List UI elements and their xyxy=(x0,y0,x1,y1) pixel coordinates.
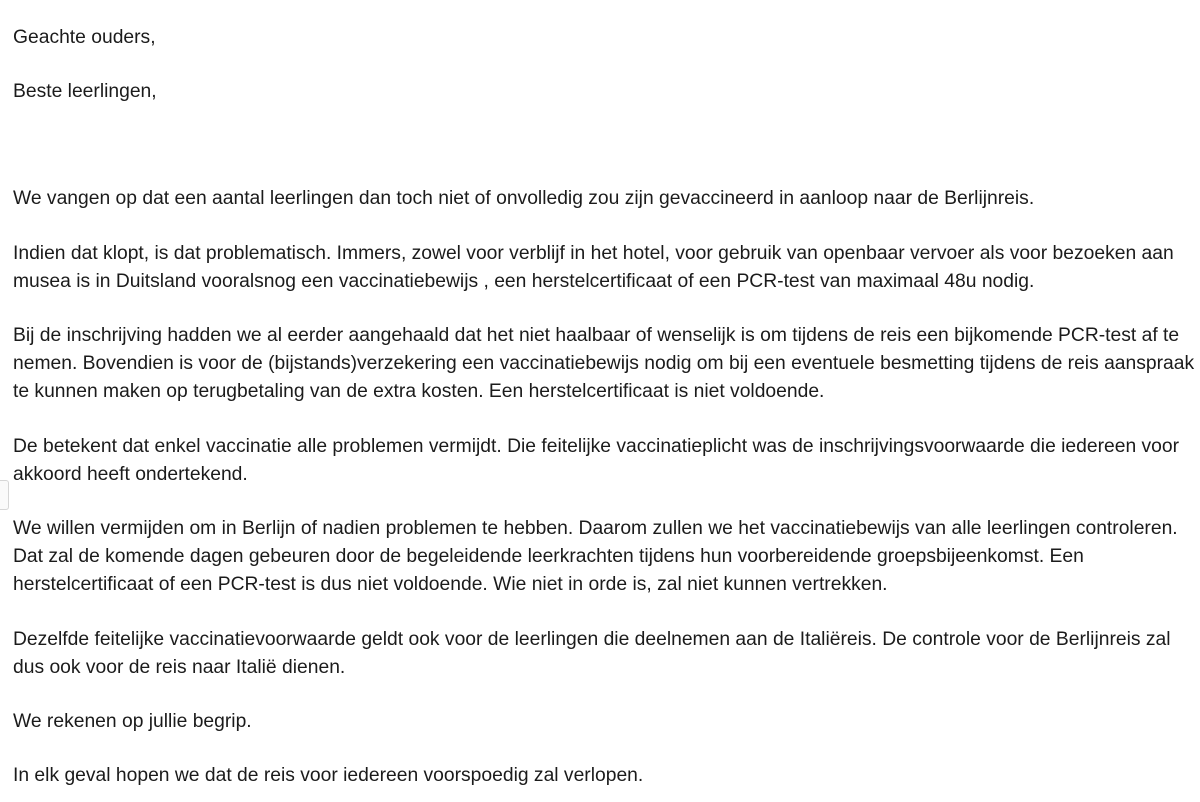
greeting-students: Beste leerlingen, xyxy=(13,81,157,103)
paragraph-control: We willen vermijden om in Berlijn of nadien problemen te hebben. Daarom zullen we het vaccinatiebewijs van alle leerlingen controleren. Dat zal de komende dagen gebeuren door de begeleidende leerkrachten tijdens hun voorbereidende groepsbijeenkomst. Een herstelcertificaat of een PCR-test is dus niet voldoende. Wie niet in orde is, zal niet kunnen vertrekken. xyxy=(13,518,1178,596)
side-panel-handle[interactable] xyxy=(0,480,9,510)
paragraph-closing: In elk geval hopen we dat de reis voor iedereen voorspoedig zal verlopen. xyxy=(13,765,644,787)
paragraph-italy-trip: Dezelfde feitelijke vaccinatievoorwaarde geldt ook voor de leerlingen die deelnemen aan de Italiëreis. De controle voor de Berlijnreis zal dus ook voor de reis naar Italië dienen. xyxy=(13,628,1171,678)
paragraph-vaccination-notice: We vangen op dat een aantal leerlingen dan toch niet of onvolledig zou zijn gevaccineerd in aanloop naar de Berlijnreis. xyxy=(13,188,1035,210)
letter-body xyxy=(13,24,1200,790)
paragraph-vaccination-duty: De betekent dat enkel vaccinatie alle problemen vermijdt. Die feitelijke vaccinatieplicht was de inschrijvingsvoorwaarde die iedereen voor akkoord heeft ondertekend. xyxy=(13,435,1180,485)
paragraph-understanding: We rekenen op jullie begrip. xyxy=(13,711,252,733)
paragraph-germany-requirements: Indien dat klopt, is dat problematisch. Immers, zowel voor verblijf in het hotel, voor gebruik van openbaar vervoer als voor bezoeken aan musea is in Duitsland vooralsnog een vaccinatiebewijs , een herstelcertificaat of een PCR-test van maximaal 48u nodig. xyxy=(13,242,1174,292)
greeting-parents: Geachte ouders, xyxy=(13,27,156,48)
paragraph-insurance: Bij de inschrijving hadden we al eerder aangehaald dat het niet haalbaar of wenselijk is om tijdens de reis een bijkomende PCR-test af te nemen. Bovendien is voor de (bijstands)verzekering een vaccinatiebewijs nodig om bij een eventuele besmetting tijdens de reis aanspraak te kunnen maken op terugbetaling van de extra kosten. Een herstelcertificaat is niet voldoende. xyxy=(13,325,1195,403)
